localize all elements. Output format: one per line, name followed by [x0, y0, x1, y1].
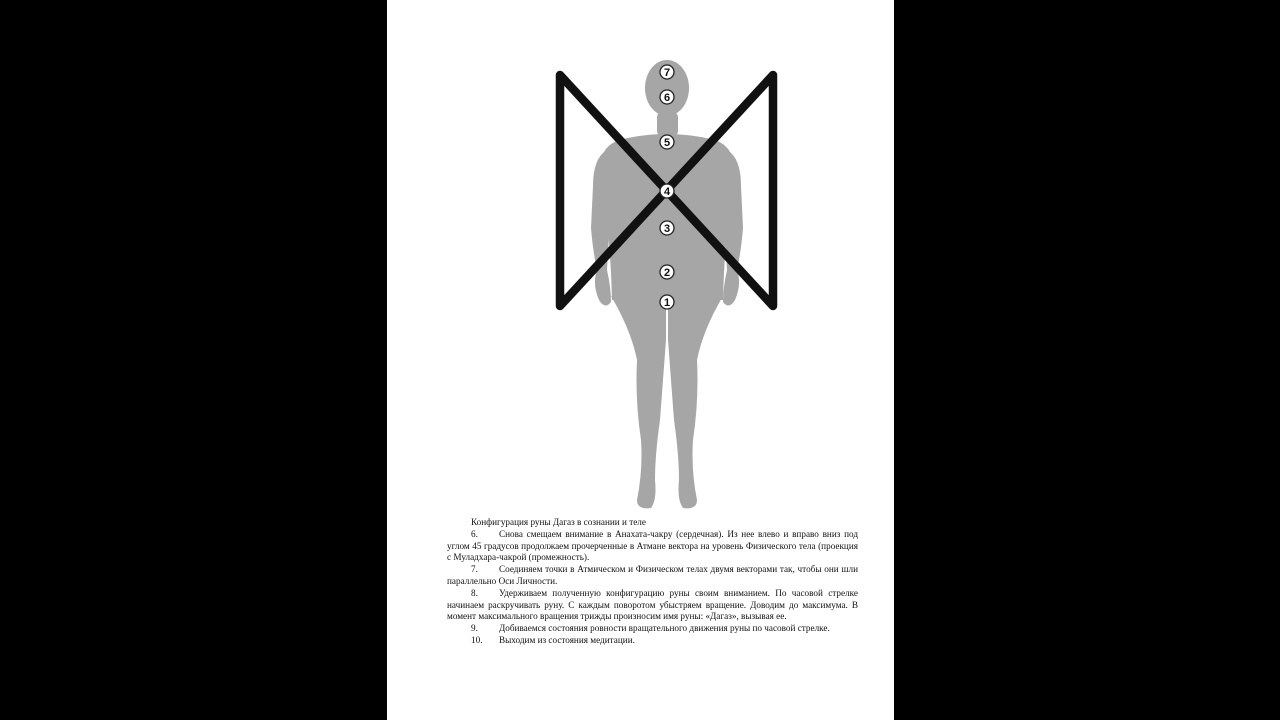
item-number: 9. — [471, 623, 478, 634]
marker-2 — [660, 265, 674, 279]
item-text: Соединяем точки в Атмическом и Физическом телах двумя векторами так, чтобы они шли параллельно Оси Личности. — [447, 564, 858, 586]
item-number: 7. — [471, 564, 478, 575]
marker-label: 5 — [663, 137, 671, 149]
item-number: 8. — [471, 587, 478, 598]
marker-label: 1 — [663, 297, 671, 309]
item-text: Выходим из состояния медитации. — [499, 634, 635, 645]
document-text — [447, 517, 858, 647]
list-item — [447, 635, 858, 647]
marker-5 — [660, 135, 674, 149]
document-page — [387, 0, 894, 720]
list-item — [447, 623, 858, 635]
marker-1 — [660, 295, 674, 309]
marker-4 — [660, 184, 674, 198]
list-item — [447, 529, 858, 564]
marker-7 — [660, 65, 674, 79]
marker-label: 7 — [663, 67, 671, 79]
marker-label: 6 — [663, 92, 671, 104]
list-item — [447, 588, 858, 623]
item-text: Удерживаем полученную конфигурацию руны своим вниманием. По часовой стрелке начинаем раскручивать руну. С каждым поворотом убыстряем вращение. Доводим до максимума. В момент максимального вращения трижды произносим имя руны: «Дагаз», вызывая ее. — [447, 587, 858, 622]
item-number: 6. — [471, 528, 478, 539]
marker-label: 3 — [663, 223, 671, 235]
item-text: Снова смещаем внимание в Анахата-чакру (сердечная). Из нее влево и вправо вниз под углом 45 градусов продолжаем прочерченные в Атмане вектора на уровень Физического тела (проекция с Муладхара-чакрой (промежность). — [447, 528, 858, 563]
item-number: 10. — [471, 634, 483, 645]
item-text: Добиваемся состояния ровности вращательного движения руны по часовой стрелке. — [499, 623, 830, 634]
list-item — [447, 564, 858, 588]
rune-body-diagram — [387, 0, 894, 515]
chakra-markers — [660, 65, 674, 309]
caption: Конфигурация руны Дагаз в сознании и теле — [471, 517, 646, 527]
marker-label: 4 — [663, 186, 671, 198]
marker-label: 2 — [663, 267, 671, 279]
marker-3 — [660, 221, 674, 235]
marker-6 — [660, 90, 674, 104]
